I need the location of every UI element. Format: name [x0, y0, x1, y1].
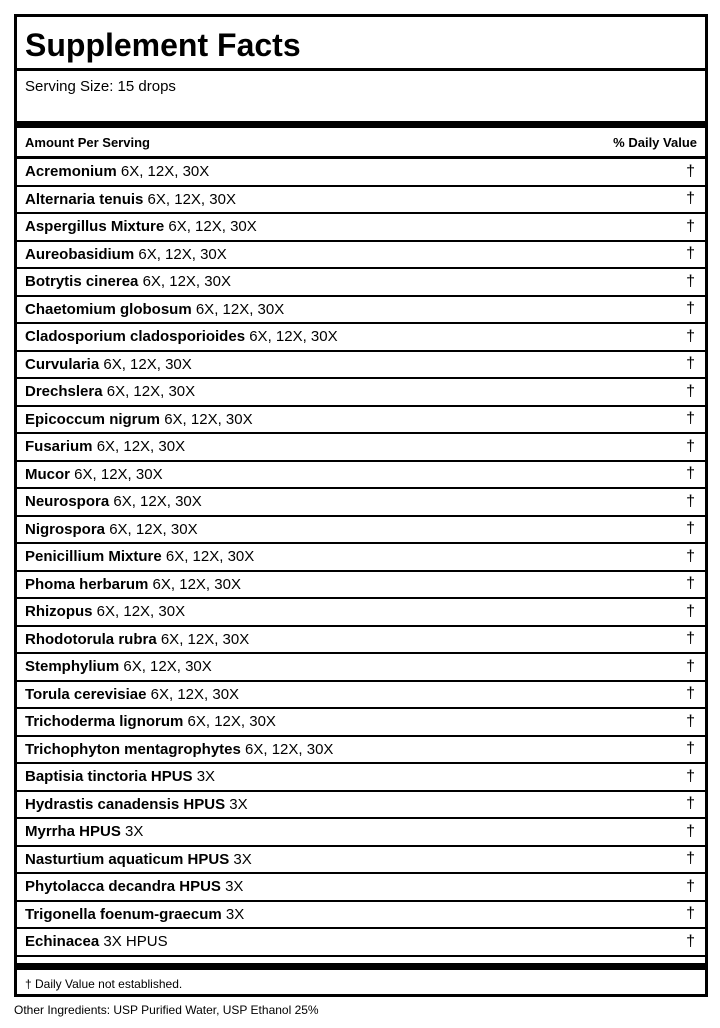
- ingredient-name: Chaetomium globosum: [25, 300, 192, 318]
- ingredient-text: [25, 466, 163, 483]
- ingredient-text: [25, 521, 198, 538]
- ingredient-row: [17, 764, 705, 792]
- ingredient-row: [17, 902, 705, 930]
- ingredient-text: [25, 768, 215, 785]
- dagger-symbol: †: [686, 327, 695, 345]
- other-ingredients: Other Ingredients: USP Purified Water, USP Ethanol 25%: [14, 1003, 319, 1017]
- dagger-symbol: †: [686, 547, 695, 565]
- dagger-symbol: †: [686, 190, 695, 208]
- ingredient-text: [25, 273, 231, 290]
- ingredient-row: [17, 489, 705, 517]
- ingredient-potency: 6X, 12X, 30X: [103, 355, 192, 373]
- ingredient-row: [17, 269, 705, 297]
- dagger-symbol: †: [686, 602, 695, 620]
- ingredient-text: [25, 796, 248, 813]
- ingredient-text: [25, 851, 252, 868]
- ingredient-potency: 6X, 12X, 30X: [113, 493, 202, 511]
- ingredient-potency: 6X, 12X, 30X: [165, 548, 255, 566]
- dagger-symbol: †: [686, 410, 695, 428]
- ingredient-name: Nigrospora: [25, 520, 106, 538]
- ingredient-row: [17, 599, 705, 627]
- ingredient-potency: 6X, 12X, 30X: [96, 438, 186, 456]
- ingredient-name: Botrytis cinerea: [25, 273, 139, 291]
- ingredient-potency: 3X: [225, 905, 245, 923]
- dagger-symbol: †: [686, 712, 695, 730]
- ingredient-potency: 6X, 12X, 30X: [152, 575, 241, 593]
- ingredient-name: Cladosporium cladosporioides: [25, 328, 246, 346]
- dagger-symbol: †: [686, 575, 695, 593]
- ingredient-name: Torula cerevisiae: [25, 685, 147, 703]
- ingredient-row: [17, 242, 705, 270]
- ingredient-name: Stemphylium: [25, 658, 120, 676]
- dagger-symbol: †: [686, 905, 695, 923]
- ingredient-text: [25, 191, 236, 208]
- dagger-symbol: †: [686, 822, 695, 840]
- dagger-symbol: †: [686, 740, 695, 758]
- ingredient-text: [25, 383, 195, 400]
- ingredient-text: [25, 411, 253, 428]
- ingredient-potency: 3X: [229, 795, 248, 813]
- ingredient-row: [17, 682, 705, 710]
- ingredient-potency: 6X, 12X, 30X: [142, 273, 231, 291]
- ingredient-potency: 6X, 12X, 30X: [168, 218, 257, 236]
- ingredient-name: Fusarium: [25, 438, 93, 456]
- ingredient-row: [17, 214, 705, 242]
- ingredient-potency: 3X: [196, 768, 216, 786]
- ingredient-text: [25, 493, 202, 510]
- ingredient-name: Acremonium: [25, 163, 117, 181]
- ingredient-text: [25, 713, 276, 730]
- ingredient-potency: 3X: [125, 823, 144, 841]
- ingredient-text: [25, 356, 192, 373]
- ingredient-name: Nasturtium aquaticum HPUS: [25, 850, 230, 868]
- ingredient-text: [25, 878, 243, 895]
- ingredient-row: [17, 847, 705, 875]
- ingredient-name: Drechslera: [25, 383, 103, 401]
- thick-divider: [17, 957, 705, 970]
- ingredient-row: [17, 407, 705, 435]
- ingredient-name: Mucor: [25, 465, 70, 483]
- ingredient-name: Alternaria tenuis: [25, 190, 144, 208]
- dagger-symbol: †: [686, 437, 695, 455]
- ingredient-name: Rhizopus: [25, 603, 93, 621]
- ingredient-list: [17, 159, 705, 957]
- ingredient-row: [17, 324, 705, 352]
- ingredient-name: Penicillium Mixture: [25, 548, 162, 566]
- dagger-symbol: †: [686, 520, 695, 538]
- ingredient-text: [25, 218, 257, 235]
- ingredient-potency: 6X, 12X, 30X: [106, 383, 196, 401]
- dagger-symbol: †: [686, 767, 695, 785]
- ingredient-row: [17, 187, 705, 215]
- ingredient-potency: 6X, 12X, 30X: [138, 245, 227, 263]
- ingredient-row: [17, 627, 705, 655]
- ingredient-text: [25, 246, 227, 263]
- ingredient-name: Hydrastis canadensis HPUS: [25, 795, 226, 813]
- ingredient-potency: 6X, 12X, 30X: [195, 300, 285, 318]
- ingredient-name: Baptisia tinctoria HPUS: [25, 768, 193, 786]
- ingredient-row: [17, 874, 705, 902]
- ingredient-text: [25, 548, 254, 565]
- ingredient-name: Aureobasidium: [25, 245, 135, 263]
- ingredient-text: [25, 603, 185, 620]
- ingredient-text: [25, 328, 338, 345]
- ingredient-name: Myrrha HPUS: [25, 823, 121, 841]
- ingredient-potency: 3X: [233, 850, 252, 868]
- ingredient-row: [17, 434, 705, 462]
- ingredient-potency: 6X, 12X, 30X: [187, 713, 276, 731]
- ingredient-text: [25, 658, 212, 675]
- dagger-symbol: †: [686, 217, 695, 235]
- ingredient-text: [25, 823, 143, 840]
- ingredient-potency: 6X, 12X, 30X: [249, 328, 338, 346]
- ingredient-text: [25, 631, 249, 648]
- ingredient-row: [17, 544, 705, 572]
- ingredient-potency: 6X, 12X, 30X: [109, 520, 198, 538]
- ingredient-row: [17, 654, 705, 682]
- supplement-facts-panel: [14, 14, 708, 997]
- dagger-symbol: †: [686, 685, 695, 703]
- panel-title: Supplement Facts: [17, 17, 705, 71]
- ingredient-text: [25, 933, 168, 950]
- ingredient-potency: 6X, 12X, 30X: [245, 740, 334, 758]
- footnote: † Daily Value not established.: [25, 976, 183, 991]
- ingredient-potency: 6X, 12X, 30X: [74, 465, 163, 483]
- ingredient-potency: 6X, 12X, 30X: [120, 163, 210, 181]
- ingredient-name: Trigonella foenum-graecum: [25, 905, 222, 923]
- ingredient-name: Epicoccum nigrum: [25, 410, 161, 428]
- ingredient-name: Phytolacca decandra HPUS: [25, 878, 221, 896]
- ingredient-name: Phoma herbarum: [25, 575, 149, 593]
- ingredient-row: [17, 379, 705, 407]
- ingredient-potency: 6X, 12X, 30X: [96, 603, 186, 621]
- dagger-symbol: †: [686, 272, 695, 290]
- dagger-symbol: †: [686, 162, 695, 180]
- ingredient-row: [17, 352, 705, 380]
- daily-value-label: % Daily Value: [613, 134, 697, 150]
- ingredient-row: [17, 709, 705, 737]
- ingredient-text: [25, 576, 241, 593]
- dagger-symbol: †: [686, 245, 695, 263]
- ingredient-row: [17, 929, 705, 957]
- dagger-symbol: †: [686, 355, 695, 373]
- ingredient-text: [25, 301, 284, 318]
- ingredient-text: [25, 906, 244, 923]
- ingredient-potency: 6X, 12X, 30X: [123, 658, 212, 676]
- dagger-symbol: †: [686, 492, 695, 510]
- dagger-symbol: †: [686, 877, 695, 895]
- ingredient-name: Echinacea: [25, 933, 100, 951]
- dagger-symbol: †: [686, 300, 695, 318]
- ingredient-row: [17, 737, 705, 765]
- dagger-symbol: †: [686, 932, 695, 950]
- ingredient-potency: 3X HPUS: [103, 933, 168, 951]
- dagger-symbol: †: [686, 850, 695, 868]
- ingredient-row: [17, 792, 705, 820]
- dagger-symbol: †: [686, 795, 695, 813]
- ingredient-name: Aspergillus Mixture: [25, 218, 165, 236]
- ingredient-name: Curvularia: [25, 355, 100, 373]
- dagger-symbol: †: [686, 657, 695, 675]
- ingredient-row: [17, 462, 705, 490]
- ingredient-potency: 6X, 12X, 30X: [164, 410, 253, 428]
- ingredient-name: Trichophyton mentagrophytes: [25, 740, 241, 758]
- serving-size: Serving Size: 15 drops: [17, 71, 705, 128]
- table-header: [17, 128, 705, 159]
- dagger-symbol: †: [686, 382, 695, 400]
- amount-per-serving-label: Amount Per Serving: [25, 134, 150, 150]
- ingredient-text: [25, 438, 185, 455]
- ingredient-potency: 6X, 12X, 30X: [160, 630, 250, 648]
- ingredient-name: Trichoderma lignorum: [25, 713, 184, 731]
- dagger-symbol: †: [686, 465, 695, 483]
- dagger-symbol: †: [686, 630, 695, 648]
- ingredient-potency: 6X, 12X, 30X: [150, 685, 240, 703]
- ingredient-row: [17, 517, 705, 545]
- ingredient-name: Neurospora: [25, 493, 110, 511]
- ingredient-potency: 3X: [225, 878, 244, 896]
- ingredient-name: Rhodotorula rubra: [25, 630, 157, 648]
- ingredient-potency: 6X, 12X, 30X: [147, 190, 236, 208]
- ingredient-row: [17, 159, 705, 187]
- ingredient-text: [25, 686, 239, 703]
- ingredient-row: [17, 297, 705, 325]
- ingredient-row: [17, 819, 705, 847]
- ingredient-text: [25, 741, 333, 758]
- ingredient-text: [25, 163, 209, 180]
- ingredient-row: [17, 572, 705, 600]
